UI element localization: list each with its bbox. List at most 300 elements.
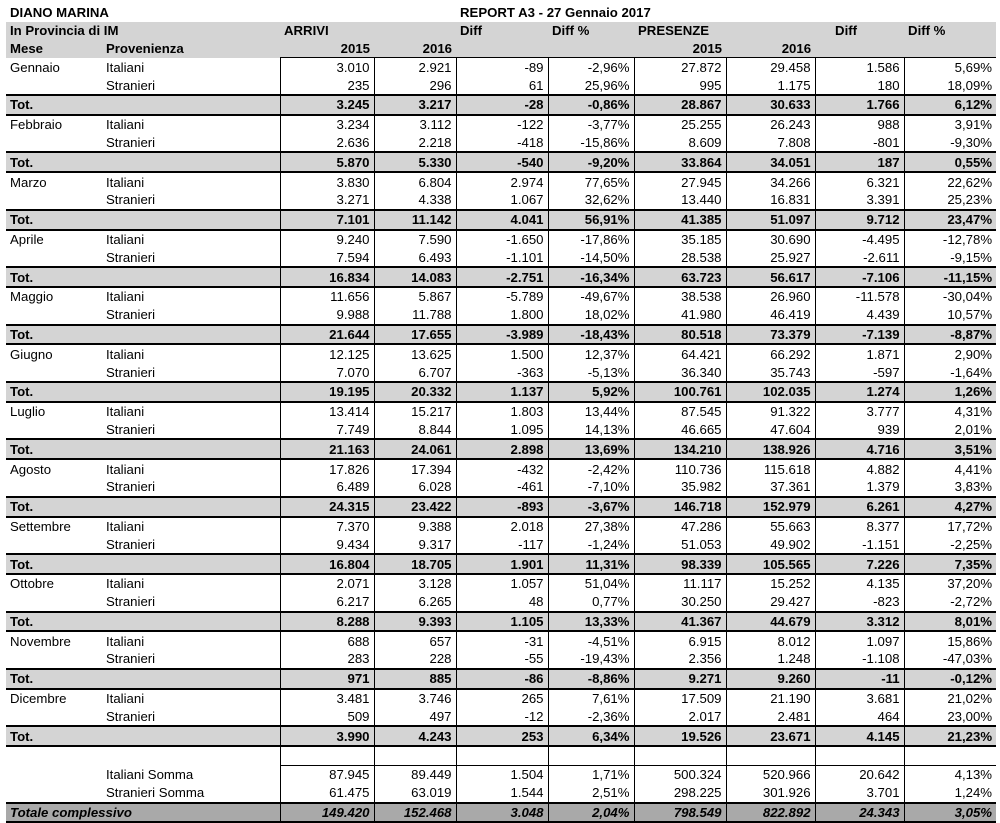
- tot-col-2: 20.332: [374, 382, 456, 402]
- stranieri-col-6: 37.361: [726, 478, 815, 497]
- stranieri-col-2: 228: [374, 650, 456, 669]
- stranieri-col-8: -2,25%: [904, 535, 996, 554]
- italiani-col-3: 1.803: [456, 402, 548, 421]
- month-label: Aprile: [10, 231, 44, 247]
- province-label: In Provincia di IM: [6, 22, 280, 40]
- row-maggio-tot: [6, 325, 996, 345]
- stranieri-col-4: -14,50%: [548, 248, 634, 267]
- italiani-col-5: 35.185: [634, 230, 726, 249]
- summary-col-8: 4,13%: [904, 766, 996, 784]
- row-luglio-stranieri: [6, 421, 996, 440]
- provenienza-label: Stranieri: [106, 77, 156, 93]
- row-marzo-tot: [6, 210, 996, 230]
- italiani-col-4: 77,65%: [548, 172, 634, 191]
- italiani-col-7: -11.578: [815, 287, 904, 306]
- month-label-empty: [6, 248, 102, 267]
- provenienza-label: Italiani: [106, 691, 145, 707]
- total-col-6: 822.892: [726, 803, 815, 823]
- month-label: Giugno: [10, 346, 53, 362]
- month-label: Gennaio: [10, 59, 60, 75]
- tot-col-1: 3.990: [280, 726, 374, 746]
- stranieri-col-6: 25.927: [726, 248, 815, 267]
- tot-col-3: -3.989: [456, 325, 548, 345]
- italiani-col-8: -12,78%: [904, 230, 996, 249]
- row-agosto-italiani: [6, 459, 996, 478]
- stranieri-col-5: 51.053: [634, 535, 726, 554]
- row-settembre-tot: [6, 554, 996, 574]
- tot-col-7: 1.766: [815, 95, 904, 115]
- tot-col-5: 100.761: [634, 382, 726, 402]
- tot-col-3: -2.751: [456, 267, 548, 287]
- spacer-cell: [102, 746, 280, 766]
- italiani-col-6: 26.243: [726, 115, 815, 134]
- italiani-col-1: 7.370: [280, 517, 374, 536]
- tot-label: Tot.: [6, 382, 102, 402]
- row-gennaio-stranieri: [6, 76, 996, 95]
- provenienza-label: Stranieri: [106, 594, 156, 610]
- summary-col-8: 1,24%: [904, 784, 996, 803]
- mese-heading: Mese: [6, 40, 102, 58]
- row-settembre-italiani: [6, 517, 996, 536]
- italiani-col-6: 55.663: [726, 517, 815, 536]
- italiani-col-4: 7,61%: [548, 689, 634, 708]
- italiani-col-4: -2,96%: [548, 58, 634, 76]
- stranieri-col-5: 28.538: [634, 248, 726, 267]
- provenienza-label: Italiani: [106, 576, 145, 592]
- tot-col-4: -18,43%: [548, 325, 634, 345]
- stranieri-col-5: 36.340: [634, 363, 726, 382]
- provenienza-label: Stranieri: [106, 364, 156, 380]
- italiani-col-2: 6.804: [374, 172, 456, 191]
- stranieri-col-1: 2.636: [280, 134, 374, 153]
- stranieri-col-7: 3.391: [815, 191, 904, 210]
- italiani-col-6: 8.012: [726, 631, 815, 650]
- provenienza-label: Stranieri: [106, 536, 156, 552]
- summary-col-2: 63.019: [374, 784, 456, 803]
- tot-col-7: -11: [815, 669, 904, 689]
- spacer-cell: [280, 746, 374, 766]
- header-row-2: [6, 22, 996, 40]
- row-novembre-italiani: [6, 631, 996, 650]
- stranieri-col-1: 3.271: [280, 191, 374, 210]
- tot-col-8: 8,01%: [904, 612, 996, 632]
- tot-col-8: 23,47%: [904, 210, 996, 230]
- stranieri-col-4: 14,13%: [548, 421, 634, 440]
- italiani-col-8: 5,69%: [904, 58, 996, 76]
- italiani-col-8: 21,02%: [904, 689, 996, 708]
- italiani-col-1: 3.234: [280, 115, 374, 134]
- italiani-col-6: 26.960: [726, 287, 815, 306]
- italiani-col-1: 11.656: [280, 287, 374, 306]
- diff-pct-heading: Diff %: [548, 22, 634, 40]
- stranieri-col-3: -117: [456, 535, 548, 554]
- italiani-col-4: 13,44%: [548, 402, 634, 421]
- tot-col-6: 102.035: [726, 382, 815, 402]
- tot-col-6: 30.633: [726, 95, 815, 115]
- italiani-col-2: 17.394: [374, 459, 456, 478]
- italiani-col-4: -17,86%: [548, 230, 634, 249]
- stranieri-col-5: 2.017: [634, 707, 726, 726]
- italiani-col-1: 688: [280, 631, 374, 650]
- spacer-cell: [548, 746, 634, 766]
- stranieri-col-8: -1,64%: [904, 363, 996, 382]
- total-col-1: 149.420: [280, 803, 374, 823]
- tot-col-4: 11,31%: [548, 554, 634, 574]
- stranieri-col-6: 7.808: [726, 134, 815, 153]
- tot-col-6: 44.679: [726, 612, 815, 632]
- row-febbraio-italiani: [6, 115, 996, 134]
- stranieri-col-8: 23,00%: [904, 707, 996, 726]
- provenienza-label: Stranieri: [106, 134, 156, 150]
- row-ottobre-stranieri: [6, 593, 996, 612]
- italiani-col-6: 15.252: [726, 574, 815, 593]
- month-label-empty: [6, 478, 102, 497]
- tot-col-2: 885: [374, 669, 456, 689]
- tot-label-empty: [102, 669, 280, 689]
- italiani-col-2: 3.128: [374, 574, 456, 593]
- row-marzo-italiani: [6, 172, 996, 191]
- row-gennaio-italiani: [6, 58, 996, 76]
- italiani-col-2: 3.746: [374, 689, 456, 708]
- italiani-col-5: 6.915: [634, 631, 726, 650]
- stranieri-col-1: 283: [280, 650, 374, 669]
- italiani-col-4: 51,04%: [548, 574, 634, 593]
- year-2015-heading: 2015: [280, 40, 374, 58]
- tot-col-3: 2.898: [456, 439, 548, 459]
- stranieri-col-7: 464: [815, 707, 904, 726]
- tot-col-8: -0,12%: [904, 669, 996, 689]
- italiani-col-2: 7.590: [374, 230, 456, 249]
- tot-label-empty: [102, 497, 280, 517]
- italiani-col-8: 37,20%: [904, 574, 996, 593]
- stranieri-col-3: 1.800: [456, 306, 548, 325]
- stranieri-col-1: 6.489: [280, 478, 374, 497]
- stranieri-col-2: 8.844: [374, 421, 456, 440]
- tot-label-empty: [102, 439, 280, 459]
- month-label-empty: [6, 593, 102, 612]
- tot-col-8: -11,15%: [904, 267, 996, 287]
- provenienza-label: Italiani: [106, 59, 145, 75]
- month-label: Maggio: [10, 289, 54, 305]
- spacer-cell: [374, 746, 456, 766]
- italiani-col-6: 91.322: [726, 402, 815, 421]
- tot-col-5: 63.723: [634, 267, 726, 287]
- italiani-col-7: -4.495: [815, 230, 904, 249]
- tot-col-6: 51.097: [726, 210, 815, 230]
- stranieri-col-8: 2,01%: [904, 421, 996, 440]
- tot-col-5: 80.518: [634, 325, 726, 345]
- row-febbraio-tot: [6, 152, 996, 172]
- summary-col-6: 301.926: [726, 784, 815, 803]
- italiani-col-5: 38.538: [634, 287, 726, 306]
- total-col-4: 2,04%: [548, 803, 634, 823]
- italiani-col-5: 17.509: [634, 689, 726, 708]
- tot-col-1: 8.288: [280, 612, 374, 632]
- stranieri-col-5: 41.980: [634, 306, 726, 325]
- tot-col-4: 5,92%: [548, 382, 634, 402]
- stranieri-col-5: 46.665: [634, 421, 726, 440]
- tot-col-1: 16.804: [280, 554, 374, 574]
- row-ottobre-italiani: [6, 574, 996, 593]
- tot-label: Tot.: [6, 612, 102, 632]
- stranieri-col-8: -9,30%: [904, 134, 996, 153]
- stranieri-col-7: -597: [815, 363, 904, 382]
- tot-col-5: 146.718: [634, 497, 726, 517]
- tot-col-5: 9.271: [634, 669, 726, 689]
- month-label-empty: [6, 535, 102, 554]
- stranieri-col-6: 29.427: [726, 593, 815, 612]
- stranieri-col-4: -2,36%: [548, 707, 634, 726]
- stranieri-col-2: 497: [374, 707, 456, 726]
- tot-col-5: 33.864: [634, 152, 726, 172]
- stranieri-col-5: 995: [634, 76, 726, 95]
- provenienza-label: Stranieri: [106, 651, 156, 667]
- italiani-col-5: 87.545: [634, 402, 726, 421]
- stranieri-col-5: 2.356: [634, 650, 726, 669]
- italiani-col-3: -432: [456, 459, 548, 478]
- italiani-col-8: 2,90%: [904, 344, 996, 363]
- diff-heading: Diff: [456, 22, 548, 40]
- italiani-col-1: 13.414: [280, 402, 374, 421]
- stranieri-col-3: -1.101: [456, 248, 548, 267]
- italiani-col-2: 657: [374, 631, 456, 650]
- stranieri-col-8: -9,15%: [904, 248, 996, 267]
- row-maggio-stranieri: [6, 306, 996, 325]
- row-gennaio-tot: [6, 95, 996, 115]
- stranieri-col-4: -15,86%: [548, 134, 634, 153]
- tot-col-6: 9.260: [726, 669, 815, 689]
- stranieri-col-3: 1.095: [456, 421, 548, 440]
- stranieri-col-6: 47.604: [726, 421, 815, 440]
- tot-label: Tot.: [6, 210, 102, 230]
- stranieri-col-6: 2.481: [726, 707, 815, 726]
- summary-col-5: 298.225: [634, 784, 726, 803]
- italiani-col-3: 2.018: [456, 517, 548, 536]
- tot-col-1: 971: [280, 669, 374, 689]
- provenienza-label: Italiani: [106, 461, 145, 477]
- tot-col-4: -0,86%: [548, 95, 634, 115]
- tot-col-3: -28: [456, 95, 548, 115]
- summary-col-4: 1,71%: [548, 766, 634, 784]
- italiani-col-6: 30.690: [726, 230, 815, 249]
- tot-col-4: 56,91%: [548, 210, 634, 230]
- tot-col-7: 3.312: [815, 612, 904, 632]
- stranieri-col-4: -5,13%: [548, 363, 634, 382]
- tot-col-4: -9,20%: [548, 152, 634, 172]
- stranieri-col-4: -19,43%: [548, 650, 634, 669]
- stranieri-col-5: 8.609: [634, 134, 726, 153]
- provenienza-label: Stranieri: [106, 307, 156, 323]
- italiani-col-7: 1.586: [815, 58, 904, 76]
- tot-col-6: 23.671: [726, 726, 815, 746]
- stranieri-col-3: -461: [456, 478, 548, 497]
- summary-col-3: 1.504: [456, 766, 548, 784]
- stranieri-col-6: 1.248: [726, 650, 815, 669]
- italiani-col-7: 3.681: [815, 689, 904, 708]
- year-2016-heading: 2016: [374, 40, 456, 58]
- tot-col-7: 6.261: [815, 497, 904, 517]
- arrivi-heading: ARRIVI: [280, 22, 374, 40]
- provenienza-label: Italiani: [106, 404, 145, 420]
- italiani-col-2: 2.921: [374, 58, 456, 76]
- row-maggio-italiani: [6, 287, 996, 306]
- tot-col-8: 6,12%: [904, 95, 996, 115]
- stranieri-col-6: 46.419: [726, 306, 815, 325]
- presenze-heading: PRESENZE: [634, 22, 726, 40]
- tot-col-1: 5.870: [280, 152, 374, 172]
- stranieri-col-2: 9.317: [374, 535, 456, 554]
- summary-col-1: 61.475: [280, 784, 374, 803]
- italiani-col-4: -3,77%: [548, 115, 634, 134]
- provenienza-label: Italiani: [106, 518, 145, 534]
- italiani-col-8: 4,31%: [904, 402, 996, 421]
- italiani-col-1: 3.481: [280, 689, 374, 708]
- italiani-col-2: 9.388: [374, 517, 456, 536]
- tot-col-8: 1,26%: [904, 382, 996, 402]
- row-dicembre-tot: [6, 726, 996, 746]
- stranieri-col-3: -12: [456, 707, 548, 726]
- tot-col-1: 24.315: [280, 497, 374, 517]
- tot-col-5: 28.867: [634, 95, 726, 115]
- stranieri-col-2: 6.493: [374, 248, 456, 267]
- tot-col-4: -3,67%: [548, 497, 634, 517]
- stranieri-col-7: 939: [815, 421, 904, 440]
- tot-col-7: 7.226: [815, 554, 904, 574]
- tot-col-4: -16,34%: [548, 267, 634, 287]
- italiani-col-8: 22,62%: [904, 172, 996, 191]
- tot-col-8: 3,51%: [904, 439, 996, 459]
- tot-col-6: 152.979: [726, 497, 815, 517]
- tot-col-5: 134.210: [634, 439, 726, 459]
- tot-col-2: 14.083: [374, 267, 456, 287]
- italiani-col-3: 1.500: [456, 344, 548, 363]
- tot-label: Tot.: [6, 152, 102, 172]
- tot-label: Tot.: [6, 554, 102, 574]
- tot-col-8: 7,35%: [904, 554, 996, 574]
- row-novembre-stranieri: [6, 650, 996, 669]
- stranieri-col-1: 509: [280, 707, 374, 726]
- italiani-col-6: 21.190: [726, 689, 815, 708]
- stranieri-col-8: 3,83%: [904, 478, 996, 497]
- month-label: Dicembre: [10, 691, 67, 707]
- tot-col-3: -893: [456, 497, 548, 517]
- row-agosto-stranieri: [6, 478, 996, 497]
- tot-col-7: -7.139: [815, 325, 904, 345]
- stranieri-col-2: 296: [374, 76, 456, 95]
- stranieri-col-4: 32,62%: [548, 191, 634, 210]
- italiani-col-7: 6.321: [815, 172, 904, 191]
- total-col-7: 24.343: [815, 803, 904, 823]
- stranieri-col-8: 25,23%: [904, 191, 996, 210]
- stranieri-col-7: 4.439: [815, 306, 904, 325]
- stranieri-col-4: -1,24%: [548, 535, 634, 554]
- tot-col-5: 19.526: [634, 726, 726, 746]
- tot-col-2: 23.422: [374, 497, 456, 517]
- stranieri-col-6: 16.831: [726, 191, 815, 210]
- month-label: Novembre: [10, 633, 71, 649]
- stranieri-col-2: 6.028: [374, 478, 456, 497]
- italiani-col-3: -5.789: [456, 287, 548, 306]
- diff-pct-heading-2: Diff %: [904, 22, 996, 40]
- row-giugno-italiani: [6, 344, 996, 363]
- summary-empty: [6, 766, 102, 784]
- summary-col-2: 89.449: [374, 766, 456, 784]
- tot-col-7: 187: [815, 152, 904, 172]
- month-label: Luglio: [10, 404, 46, 420]
- year-2016-heading-2: 2016: [726, 40, 815, 58]
- total-col-8: 3,05%: [904, 803, 996, 823]
- total-col-5: 798.549: [634, 803, 726, 823]
- row-dicembre-italiani: [6, 689, 996, 708]
- stranieri-col-7: -1.108: [815, 650, 904, 669]
- stranieri-col-3: -55: [456, 650, 548, 669]
- spacer-cell: [6, 746, 102, 766]
- stranieri-col-4: 25,96%: [548, 76, 634, 95]
- italiani-col-1: 2.071: [280, 574, 374, 593]
- italiani-col-2: 13.625: [374, 344, 456, 363]
- tot-label-empty: [102, 95, 280, 115]
- row-dicembre-stranieri: [6, 707, 996, 726]
- provenienza-label: Italiani: [106, 231, 145, 247]
- tot-col-3: -86: [456, 669, 548, 689]
- stranieri-col-4: 18,02%: [548, 306, 634, 325]
- italiani-col-3: -122: [456, 115, 548, 134]
- tot-col-1: 7.101: [280, 210, 374, 230]
- tot-label-empty: [102, 554, 280, 574]
- italiani-col-7: 4.882: [815, 459, 904, 478]
- tot-label-empty: [102, 152, 280, 172]
- month-label: Febbraio: [10, 117, 63, 133]
- provenienza-label: Italiani: [106, 174, 145, 190]
- italiani-col-8: 4,41%: [904, 459, 996, 478]
- month-label-empty: [6, 134, 102, 153]
- tot-col-7: 1.274: [815, 382, 904, 402]
- provenienza-label: Italiani: [106, 633, 145, 649]
- tot-col-2: 5.330: [374, 152, 456, 172]
- row-giugno-tot: [6, 382, 996, 402]
- total-col-2: 152.468: [374, 803, 456, 823]
- stranieri-col-2: 2.218: [374, 134, 456, 153]
- tot-label-empty: [102, 210, 280, 230]
- italiani-col-8: -30,04%: [904, 287, 996, 306]
- tot-col-4: 13,69%: [548, 439, 634, 459]
- provenienza-label: Stranieri: [106, 192, 156, 208]
- row-summary-stranieri: [6, 784, 996, 803]
- header-row-3: [6, 40, 996, 58]
- stranieri-col-7: -801: [815, 134, 904, 153]
- spacer-cell: [634, 746, 726, 766]
- spacer-cell: [815, 746, 904, 766]
- stranieri-col-7: -2.611: [815, 248, 904, 267]
- provenienza-label: Stranieri: [106, 421, 156, 437]
- stranieri-col-6: 1.175: [726, 76, 815, 95]
- stranieri-col-5: 30.250: [634, 593, 726, 612]
- tot-label-empty: [102, 382, 280, 402]
- tot-col-6: 56.617: [726, 267, 815, 287]
- stranieri-col-4: -7,10%: [548, 478, 634, 497]
- tot-col-1: 19.195: [280, 382, 374, 402]
- tot-label: Tot.: [6, 95, 102, 115]
- tot-label: Tot.: [6, 325, 102, 345]
- row-ottobre-tot: [6, 612, 996, 632]
- tot-col-7: 4.716: [815, 439, 904, 459]
- provenienza-label: Italiani: [106, 289, 145, 305]
- summary-label: Italiani Somma: [106, 767, 194, 783]
- tot-col-2: 18.705: [374, 554, 456, 574]
- row-aprile-stranieri: [6, 248, 996, 267]
- tot-col-3: 1.137: [456, 382, 548, 402]
- tot-col-1: 21.644: [280, 325, 374, 345]
